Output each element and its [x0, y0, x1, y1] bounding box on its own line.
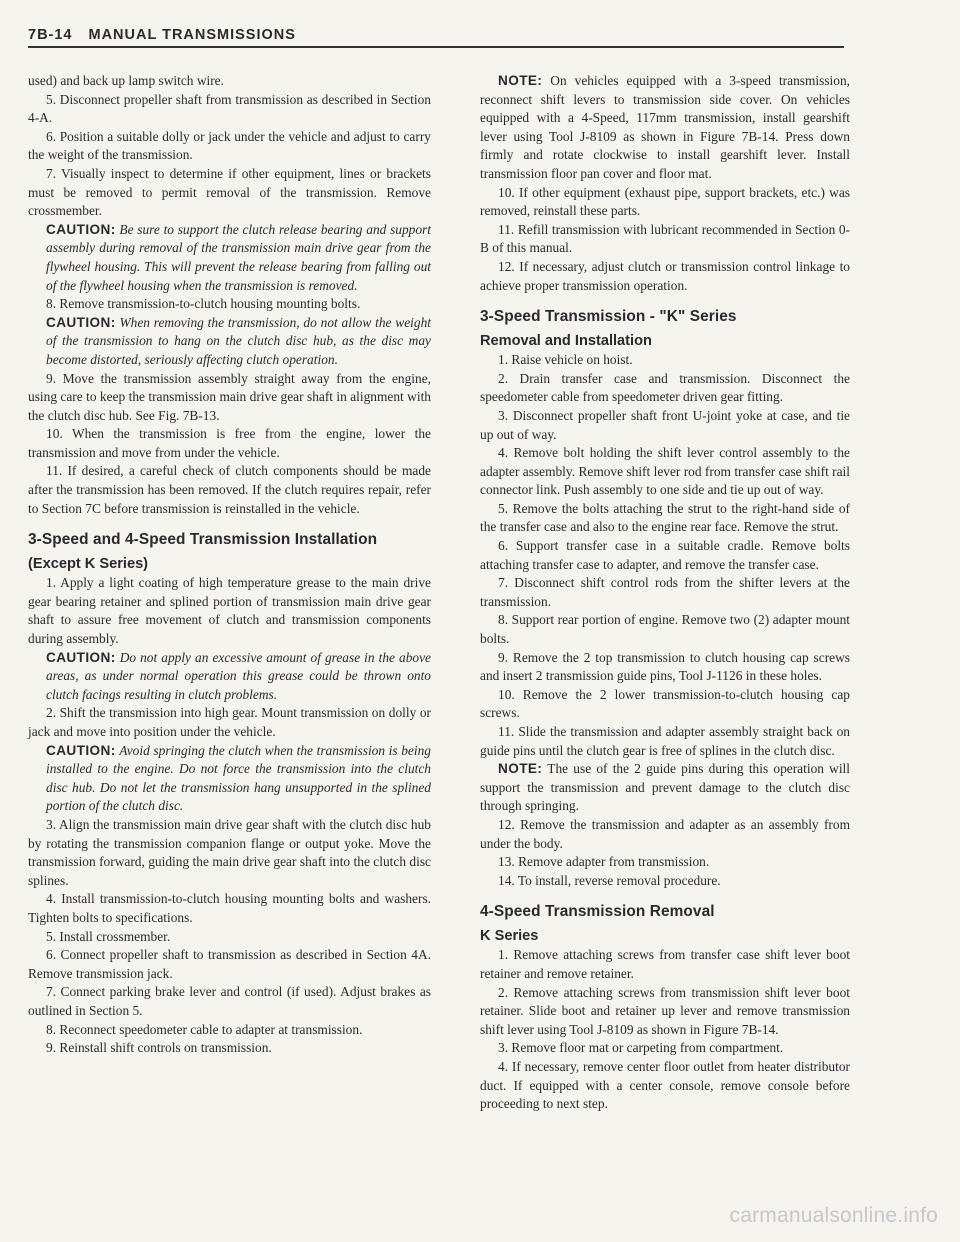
paragraph: 8. Reconnect speedometer cable to adapter at transmission. — [46, 1021, 363, 1037]
caution-text: Be sure to support the clutch release bearing and support assembly during removal of the transmission main drive gear from the flywheel housing. This will prevent the release bearing from falling out of the flywheel housing when the transmission is removed. — [46, 221, 431, 293]
subsection-heading: Removal and Installation — [480, 333, 652, 350]
note-label: NOTE: — [498, 73, 543, 88]
paragraph: 4. Remove bolt holding the shift lever control assembly to the adapter assembly. Remove shift lever rod from transfer case shift rail connector link. Push assembly to one side and tie up out of way. — [480, 445, 850, 498]
paragraph: 10. When the transmission is free from the engine, lower the transmission and move from under the vehicle. — [28, 426, 431, 460]
note-label: NOTE: — [498, 761, 543, 777]
paragraph: 7. Disconnect shift control rods from the shifter levers at the transmission. — [480, 575, 850, 609]
paragraph: 4. If necessary, remove center floor outlet from heater distributor duct. If equipped with a center console, remove console before proceeding to next step. — [480, 1058, 850, 1112]
paragraph: 8. Support rear portion of engine. Remove two (2) adapter mount bolts. — [480, 612, 850, 647]
paragraph: 3. Remove floor mat or carpeting from compartment. — [498, 1040, 784, 1056]
paragraph: 2. Remove attaching screws from transmission shift lever boot retainer. Slide boot and retainer up lever and remove transmission shift lever using Tool J-8109 as shown in Figure 7B-14. — [480, 984, 850, 1037]
subsection-heading: (Except K Series) — [28, 556, 149, 573]
caution-label: CAUTION: — [46, 649, 116, 665]
caution-label: CAUTION: — [46, 221, 116, 237]
caution-block — [46, 649, 431, 705]
paragraph: 14. To install, reverse removal procedure. — [498, 872, 721, 888]
paragraph: used) and back up lamp switch wire. — [28, 73, 224, 88]
paragraph: 10. If other equipment (exhaust pipe, support brackets, etc.) was removed, reinstall these parts. — [480, 184, 850, 219]
paragraph: 11. If desired, a careful check of clutch components should be made after the transmission has been removed. If the clutch requires repair, refer to Section 7C before transmission is reinstalled in the vehicle. — [28, 463, 431, 516]
paragraph: 12. If necessary, adjust clutch or transmission control linkage to achieve proper transmission operation. — [480, 258, 850, 293]
paragraph: 11. Slide the transmission and adapter assembly straight back on guide pins until the clutch gear is free of splines in the clutch disc. — [480, 724, 850, 758]
paragraph: 1. Apply a light coating of high temperature grease to the main drive gear bearing retainer and splined portion of transmission main drive gear shaft to assure free movement of clutch and transmission components during assembly. — [28, 575, 431, 647]
caution-block — [46, 314, 431, 370]
paragraph: 6. Support transfer case in a suitable cradle. Remove bolts attaching transfer case to adapter, and remove the transfer case. — [480, 538, 850, 572]
right-column — [480, 72, 850, 1114]
paragraph: 12. Remove the transmission and adapter as an assembly from under the body. — [480, 816, 850, 851]
left-column — [28, 72, 431, 1058]
paragraph: 4. Install transmission-to-clutch housing mounting bolts and washers. Tighten bolts to specifications. — [28, 891, 431, 925]
note-text: The use of the 2 guide pins during this operation will support the transmission and prevent damage to the clutch disc through springing. — [480, 761, 850, 814]
caution-block — [46, 221, 431, 295]
note-text: On vehicles equipped with a 3-speed transmission, reconnect shift levers to transmission side cover. On vehicles equipped with a 4-Speed, 117mm transmission, install gearshift lever using Tool J-8109 as shown in Figure 7B-14. Press down firmly and rotate clockwise to install gearshift lever. Install transmission floor pan cover and floor mat. — [480, 73, 850, 181]
watermark: carmanualsonline.info — [729, 1204, 938, 1227]
paragraph: 2. Drain transfer case and transmission. Disconnect the speedometer cable from speedometer driven gear fitting. — [480, 370, 850, 405]
page-id: 7B-14 — [28, 27, 73, 43]
section-heading: 3-Speed Transmission - "K" Series — [480, 308, 737, 326]
paragraph: 8. Remove transmission-to-clutch housing mounting bolts. — [46, 296, 361, 312]
paragraph: 3. Align the transmission main drive gear shaft with the clutch disc hub by rotating the transmission companion flange or output yoke. Move the transmission forward, guiding the main drive gear shaft into the clutch disc splines. — [28, 816, 431, 888]
section-heading: 3-Speed and 4-Speed Transmission Installation — [28, 531, 378, 549]
paragraph: 10. Remove the 2 lower transmission-to-clutch housing cap screws. — [480, 686, 850, 721]
caution-block — [46, 742, 431, 816]
paragraph: 5. Disconnect propeller shaft from transmission as described in Section 4-A. — [28, 91, 431, 126]
paragraph: 2. Shift the transmission into high gear. Mount transmission on dolly or jack and move into position under the vehicle. — [28, 705, 431, 739]
caution-text: When removing the transmission, do not allow the weight of the transmission to hang on the clutch disc hub, as the disc may become distorted, seriously affecting clutch operation. — [46, 314, 431, 367]
caution-label: CAUTION: — [46, 314, 116, 330]
page-header — [28, 26, 844, 48]
note-block — [480, 760, 850, 816]
note-block — [480, 72, 850, 184]
subsection-heading: K Series — [480, 928, 539, 945]
paragraph: 9. Remove the 2 top transmission to clutch housing cap screws and insert 2 transmission guide pins, Tool J-1126 in these holes. — [480, 649, 850, 684]
paragraph: 6. Connect propeller shaft to transmission as described in Section 4A. Remove transmission jack. — [28, 947, 431, 981]
paragraph: 5. Remove the bolts attaching the strut to the right-hand side of the transfer case and also to the engine rear face. Remove the strut. — [480, 500, 850, 535]
section-heading: 4-Speed Transmission Removal — [480, 903, 715, 921]
caution-text: Avoid springing the clutch when the transmission is being installed to the engine. Do not force the transmission into the clutch disc hub. Do not let the transmission hang unsupported in the splined portion of the clutch disc. — [46, 742, 431, 814]
caution-text: Do not apply an excessive amount of grease in the above areas, as under normal operation this grease could be thrown onto clutch facings resulting in clutch problems. — [46, 649, 431, 702]
paragraph: 9. Reinstall shift controls on transmission. — [46, 1040, 272, 1056]
paragraph: 11. Refill transmission with lubricant recommended in Section 0-B of this manual. — [480, 221, 850, 256]
paragraph: 1. Remove attaching screws from transfer case shift lever boot retainer and remove retainer. — [480, 947, 850, 981]
paragraph: 9. Move the transmission assembly straight away from the engine, using care to keep the transmission main drive gear shaft in alignment with the clutch disc hub. See Fig. 7B-13. — [28, 370, 431, 423]
paragraph: 7. Connect parking brake lever and control (if used). Adjust brakes as outlined in Section 5. — [28, 984, 431, 1018]
paragraph: 3. Disconnect propeller shaft front U-joint yoke at case, and tie up out of way. — [480, 407, 850, 442]
paragraph: 6. Position a suitable dolly or jack under the vehicle and adjust to carry the weight of the transmission. — [28, 128, 431, 163]
paragraph: 1. Raise vehicle on hoist. — [498, 352, 633, 368]
caution-label: CAUTION: — [46, 742, 116, 758]
paragraph: 7. Visually inspect to determine if other equipment, lines or brackets must be removed to permit removal of the transmission. Remove crossmember. — [28, 165, 431, 219]
paragraph: 13. Remove adapter from transmission. — [498, 854, 710, 870]
paragraph: 5. Install crossmember. — [46, 928, 171, 944]
section-title: MANUAL TRANSMISSIONS — [88, 27, 296, 43]
